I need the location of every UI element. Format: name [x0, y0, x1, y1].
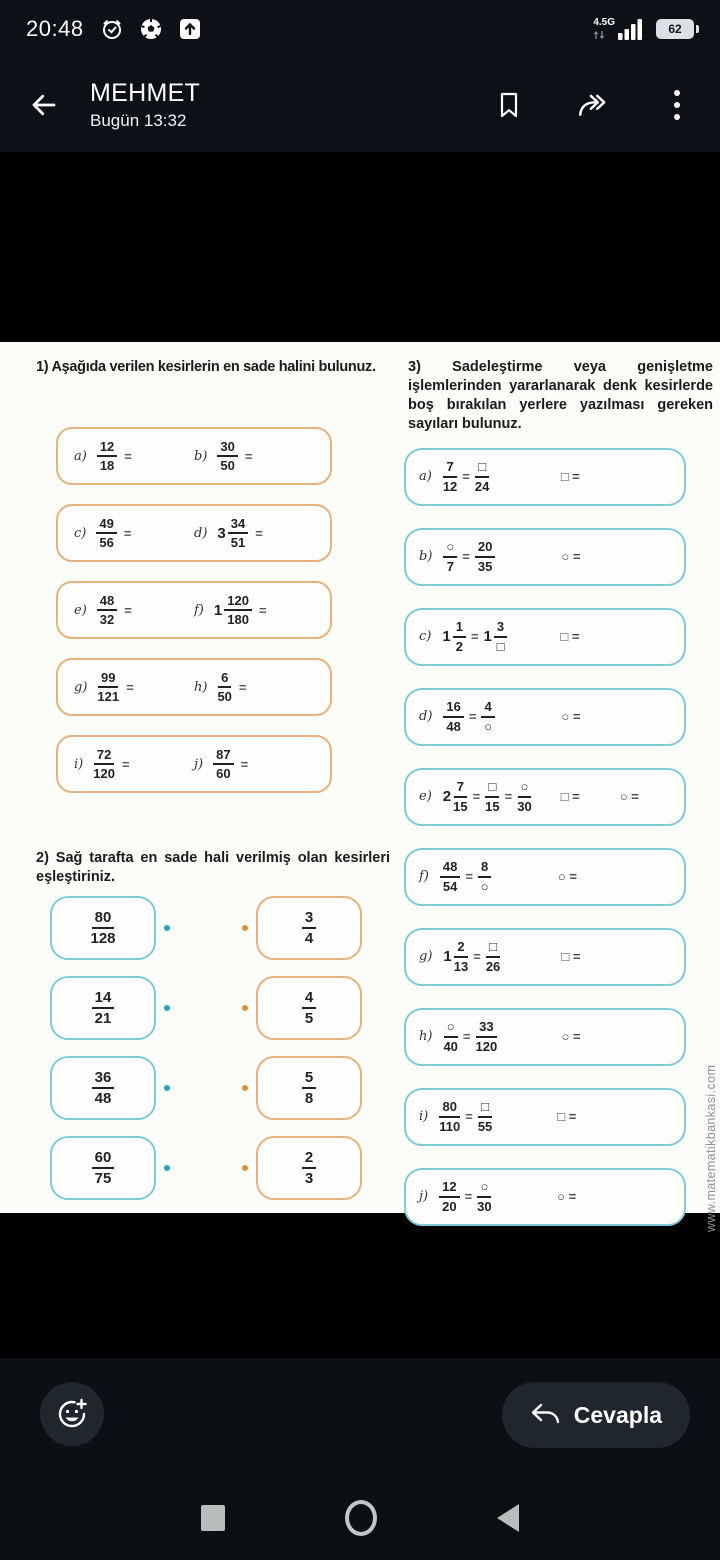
denominator: 120	[93, 766, 115, 782]
answer-prompt: ○ =	[561, 549, 581, 564]
item-label: g)	[74, 679, 88, 695]
denominator: 13	[453, 958, 469, 974]
fraction	[440, 859, 460, 894]
numerator: 16	[443, 699, 463, 717]
battery-indicator	[656, 19, 694, 39]
fraction	[90, 909, 115, 948]
equation	[443, 539, 549, 574]
equals-sign: =	[462, 549, 470, 564]
status-bar	[0, 0, 720, 58]
reply-button-label: Cevapla	[573, 1401, 662, 1428]
overflow-menu-button[interactable]	[660, 88, 694, 122]
equivalence-box	[404, 1168, 686, 1226]
numerator: ○	[477, 1179, 491, 1197]
equation	[443, 939, 549, 974]
denominator: 20	[442, 1198, 457, 1214]
fraction	[92, 1069, 115, 1108]
overflow-menu-icon	[672, 88, 682, 122]
alarm-icon	[100, 17, 124, 41]
worksheet-right-column	[404, 342, 720, 1248]
answer-prompt: □ =	[561, 949, 581, 964]
mixed-number-whole: 1	[213, 601, 223, 619]
denominator: 56	[99, 535, 114, 551]
match-fraction-box	[50, 896, 156, 960]
denominator: 75	[94, 1170, 112, 1188]
equivalence-box	[404, 448, 686, 506]
denominator: 7	[446, 558, 454, 574]
fraction	[475, 539, 495, 574]
denominator: 60	[216, 766, 231, 782]
fraction	[476, 1019, 498, 1054]
back-arrow-icon	[29, 90, 59, 120]
reply-button[interactable]	[502, 1382, 690, 1448]
sender-name: MEHMET	[90, 78, 201, 107]
photo-viewer[interactable]	[0, 152, 720, 1358]
fraction	[439, 1179, 459, 1214]
match-dot-right	[242, 1165, 248, 1171]
item-label: h)	[194, 679, 208, 695]
answer-prompts	[561, 949, 580, 964]
upload-icon	[178, 17, 202, 41]
answer-prompt: ○ =	[561, 1029, 581, 1044]
item-label: d)	[419, 709, 433, 724]
match-dot-left	[164, 1005, 170, 1011]
numerator: 48	[97, 593, 117, 611]
numerator: 1	[453, 619, 466, 637]
exercise-box	[56, 735, 332, 793]
answer-prompt: □ =	[560, 469, 580, 484]
denominator: □	[496, 638, 505, 654]
match-row	[50, 976, 398, 1040]
fraction	[443, 699, 463, 734]
answer-prompts	[560, 629, 579, 644]
forward-button[interactable]	[576, 88, 610, 122]
numerator: ○	[443, 539, 457, 557]
item-label: h)	[419, 1029, 433, 1044]
denominator: 5	[304, 1010, 314, 1028]
question-3-boxes	[404, 448, 720, 1226]
numerator: 120	[224, 593, 252, 611]
match-dot-left	[164, 1085, 170, 1091]
bottom-bar	[0, 1358, 720, 1560]
equals-sign: =	[465, 869, 473, 884]
item-label: e)	[74, 602, 87, 618]
fraction	[302, 989, 316, 1028]
bookmark-icon	[497, 91, 521, 119]
match-simplest-box	[256, 1136, 362, 1200]
denominator: 54	[442, 878, 458, 894]
denominator: 120	[475, 1038, 498, 1054]
denominator: 30	[477, 1198, 492, 1214]
fraction	[92, 989, 115, 1028]
equation	[440, 859, 546, 894]
signal-bars-icon	[618, 18, 644, 40]
equals-sign: =	[238, 679, 247, 695]
battery-percent: 62	[668, 22, 682, 36]
reply-arrow-icon	[530, 1402, 560, 1428]
exercise-item	[194, 670, 314, 705]
denominator: 51	[230, 535, 246, 551]
fraction	[93, 747, 115, 782]
equals-sign: =	[473, 949, 481, 964]
equals-sign: =	[240, 756, 249, 772]
equals-sign: =	[124, 602, 132, 618]
denominator: 15	[485, 798, 500, 814]
numerator: 3	[494, 619, 507, 637]
mixed-number-whole: 1	[443, 948, 452, 965]
question-3-title: 3) Sadeleştirme veya genişletme işlemlerinden yararlanarak denk kesirlerde boş bırakılan yerlere yazılması gereken sayıları bulunuz.	[408, 359, 713, 433]
item-label: i)	[419, 1109, 429, 1124]
fraction	[217, 670, 231, 705]
fraction	[477, 1179, 491, 1214]
equals-sign: =	[504, 789, 513, 804]
numerator: 80	[92, 909, 115, 930]
exercise-item	[194, 516, 314, 551]
item-label: b)	[419, 549, 433, 564]
notification-icons	[100, 17, 202, 41]
denominator: 26	[485, 958, 501, 974]
numerator: 8	[478, 859, 491, 877]
denominator: 30	[517, 798, 532, 814]
numerator: ○	[444, 1019, 458, 1037]
answer-prompts	[558, 869, 577, 884]
denominator: 21	[94, 1010, 112, 1028]
denominator: 50	[217, 689, 232, 705]
equals-sign: =	[462, 1029, 471, 1044]
numerator: 36	[92, 1069, 115, 1090]
numerator: 5	[302, 1069, 316, 1090]
numerator: 6	[218, 670, 231, 688]
exercise-box	[56, 658, 332, 716]
recents-button[interactable]	[201, 1505, 225, 1531]
question-2-title: 2) Sağ tarafta en sade hali verilmiş olan kesirleri eşleştiriniz.	[36, 850, 390, 886]
denominator: 55	[477, 1118, 493, 1134]
header-text	[90, 79, 200, 132]
equals-sign: =	[124, 448, 132, 464]
denominator: 35	[477, 558, 493, 574]
answer-prompt: ○ =	[619, 789, 639, 804]
match-simplest-box	[256, 976, 362, 1040]
numerator: □	[475, 459, 489, 477]
numerator: □	[486, 939, 500, 957]
equals-sign: =	[244, 448, 253, 464]
equivalence-box	[404, 848, 686, 906]
numerator: □	[478, 1099, 492, 1117]
match-dot-right	[242, 925, 248, 931]
numerator: 20	[475, 539, 495, 557]
fraction	[478, 1099, 492, 1134]
equals-sign: =	[255, 525, 263, 541]
match-row	[50, 896, 398, 960]
match-dot-left	[164, 925, 170, 931]
denominator: 48	[94, 1090, 112, 1108]
mixed-number-whole: 1	[442, 628, 451, 645]
item-label: c)	[419, 629, 432, 644]
match-fraction-box	[50, 976, 156, 1040]
mixed-number-whole: 1	[483, 628, 492, 645]
fraction	[302, 909, 316, 948]
fraction	[302, 1149, 316, 1188]
clock-time: 20:48	[26, 16, 84, 41]
numerator: 33	[476, 1019, 496, 1037]
answer-prompts	[561, 709, 580, 724]
answer-prompts	[561, 549, 580, 564]
item-label: c)	[74, 525, 87, 541]
back-button[interactable]	[26, 87, 62, 123]
denominator: 8	[304, 1090, 314, 1108]
status-right-cluster	[593, 18, 694, 40]
equation	[439, 1179, 545, 1214]
question-2-match-list	[0, 896, 398, 1200]
numerator: 72	[94, 747, 114, 765]
fraction	[302, 1069, 316, 1108]
item-label: i)	[74, 756, 84, 772]
worksheet-left-column	[0, 342, 398, 1216]
numerator: 30	[217, 439, 237, 457]
numerator: □	[485, 779, 499, 797]
denominator: 18	[99, 458, 115, 474]
numerator: 34	[228, 516, 248, 534]
equation	[443, 459, 549, 494]
home-button[interactable]	[345, 1500, 377, 1536]
equivalence-box	[404, 768, 686, 826]
fraction	[214, 593, 252, 628]
exercise-box	[56, 581, 332, 639]
exercise-item	[74, 670, 194, 705]
fraction	[475, 459, 489, 494]
network-type-label: 4.5G	[593, 17, 615, 28]
numerator: 2	[302, 1149, 316, 1170]
denominator: 3	[304, 1170, 314, 1188]
header-actions	[492, 88, 694, 122]
equals-sign: =	[462, 469, 470, 484]
answer-prompt: ○ =	[557, 1189, 577, 1204]
answer-prompts	[561, 789, 639, 804]
numerator: 4	[302, 989, 316, 1010]
match-simplest-box	[256, 1056, 362, 1120]
denominator: 128	[90, 930, 116, 948]
fraction	[97, 593, 117, 628]
item-label: f)	[419, 869, 429, 884]
equals-sign: =	[126, 679, 134, 695]
watermark-text: www.matematikbankasi.com	[704, 1064, 718, 1232]
answer-prompts	[557, 1189, 576, 1204]
match-fraction-box	[50, 1136, 156, 1200]
equals-sign: =	[470, 629, 479, 644]
exercise-item	[74, 593, 194, 628]
equivalence-box	[404, 1088, 686, 1146]
fraction	[96, 516, 116, 551]
match-dot-right	[242, 1085, 248, 1091]
item-label: g)	[419, 949, 433, 964]
answer-prompt: □ =	[560, 789, 580, 804]
question-1-title: 1) Aşağıda verilen kesirlerin en sade halini bulunuz.	[36, 359, 376, 375]
answer-prompt: □ =	[560, 629, 580, 644]
denominator: 40	[443, 1038, 458, 1054]
item-label: a)	[419, 469, 432, 484]
bookmark-button[interactable]	[492, 88, 526, 122]
equation	[439, 1099, 545, 1134]
message-timestamp: Bugün 13:32	[90, 111, 187, 131]
match-dot-left	[164, 1165, 170, 1171]
answer-prompts	[561, 469, 580, 484]
fraction	[442, 619, 466, 654]
numerator: 4	[481, 699, 494, 717]
numerator: 80	[439, 1099, 459, 1117]
item-label: j)	[194, 756, 204, 772]
numerator: 12	[97, 439, 117, 457]
exercise-item	[74, 747, 194, 782]
denominator: 121	[97, 689, 120, 705]
equivalence-box	[404, 688, 686, 746]
denominator: 180	[227, 612, 249, 628]
equation	[442, 619, 548, 654]
item-label: f)	[194, 602, 204, 618]
item-label: j)	[419, 1189, 429, 1204]
fraction	[478, 859, 491, 894]
equals-sign: =	[465, 1109, 473, 1124]
numerator: 12	[439, 1179, 459, 1197]
equals-sign: =	[464, 1189, 473, 1204]
equation	[443, 699, 549, 734]
equals-sign: =	[472, 789, 481, 804]
numerator: 60	[92, 1149, 115, 1170]
equals-sign: =	[468, 709, 477, 724]
fraction	[439, 1099, 460, 1134]
denominator: 110	[439, 1118, 461, 1134]
denominator: 32	[99, 612, 115, 628]
fraction	[443, 939, 468, 974]
numerator: 49	[96, 516, 116, 534]
soccer-icon	[139, 17, 163, 41]
match-row	[50, 1136, 398, 1200]
add-reaction-button[interactable]	[40, 1382, 104, 1446]
denominator: 15	[453, 798, 468, 814]
numerator: 3	[302, 909, 316, 930]
numerator: 87	[213, 747, 233, 765]
match-fraction-box	[50, 1056, 156, 1120]
fraction	[217, 439, 237, 474]
numerator: 48	[440, 859, 460, 877]
match-dot-right	[242, 1005, 248, 1011]
answer-prompts	[561, 1029, 580, 1044]
fraction	[92, 1149, 115, 1188]
equals-sign: =	[258, 602, 267, 618]
fraction	[443, 539, 457, 574]
fraction	[481, 699, 494, 734]
match-simplest-box	[256, 896, 362, 960]
forward-icon	[577, 92, 609, 118]
denominator: 50	[220, 458, 235, 474]
numerator: ○	[518, 779, 532, 797]
fraction	[485, 779, 499, 814]
fraction	[97, 439, 117, 474]
exercise-item	[194, 747, 314, 782]
equivalence-box	[404, 928, 686, 986]
fraction	[443, 779, 468, 814]
fraction	[443, 1019, 457, 1054]
equation	[443, 779, 549, 814]
equation	[443, 1019, 549, 1054]
fraction	[443, 459, 457, 494]
exercise-item	[194, 593, 314, 628]
exercise-box	[56, 427, 332, 485]
match-row	[50, 1056, 398, 1120]
dual-sim-arrows-icon	[593, 30, 605, 40]
answer-prompt: ○ =	[561, 709, 581, 724]
denominator: 2	[455, 638, 463, 654]
equivalence-box	[404, 608, 686, 666]
denominator: 12	[442, 478, 458, 494]
answer-prompts	[557, 1109, 576, 1124]
mixed-number-whole: 3	[217, 524, 226, 542]
fraction	[484, 619, 508, 654]
numerator: 99	[98, 670, 118, 688]
fraction	[217, 516, 248, 551]
fraction	[486, 939, 500, 974]
fraction	[517, 779, 531, 814]
question-1-boxes	[56, 427, 332, 793]
exercise-item	[194, 439, 314, 474]
equals-sign: =	[121, 756, 130, 772]
item-label: b)	[194, 448, 208, 464]
exercise-item	[74, 439, 194, 474]
numerator: 7	[443, 459, 456, 477]
answer-prompt: □ =	[557, 1109, 577, 1124]
numerator: 14	[92, 989, 115, 1010]
add-reaction-icon	[55, 1397, 89, 1431]
item-label: d)	[194, 525, 208, 541]
denominator: 48	[446, 718, 461, 734]
equivalence-box	[404, 528, 686, 586]
denominator: 24	[474, 478, 490, 494]
exercise-item	[74, 516, 194, 551]
item-label: e)	[419, 789, 432, 804]
fraction	[213, 747, 233, 782]
equals-sign: =	[123, 525, 132, 541]
mixed-number-whole: 2	[442, 788, 452, 805]
android-nav-bar	[0, 1488, 720, 1548]
numerator: 2	[454, 939, 467, 957]
fraction	[97, 670, 119, 705]
equivalence-box	[404, 1008, 686, 1066]
denominator: ○	[480, 878, 489, 894]
exercise-box	[56, 504, 332, 562]
denominator: 4	[304, 930, 314, 948]
answer-prompt: ○ =	[557, 869, 577, 884]
signal-cluster	[593, 18, 644, 40]
worksheet-photo	[0, 342, 720, 1232]
item-label: a)	[74, 448, 87, 464]
numerator: 7	[454, 779, 467, 797]
nav-back-button[interactable]	[497, 1504, 519, 1532]
denominator: ○	[484, 718, 493, 734]
app-header	[0, 58, 720, 152]
